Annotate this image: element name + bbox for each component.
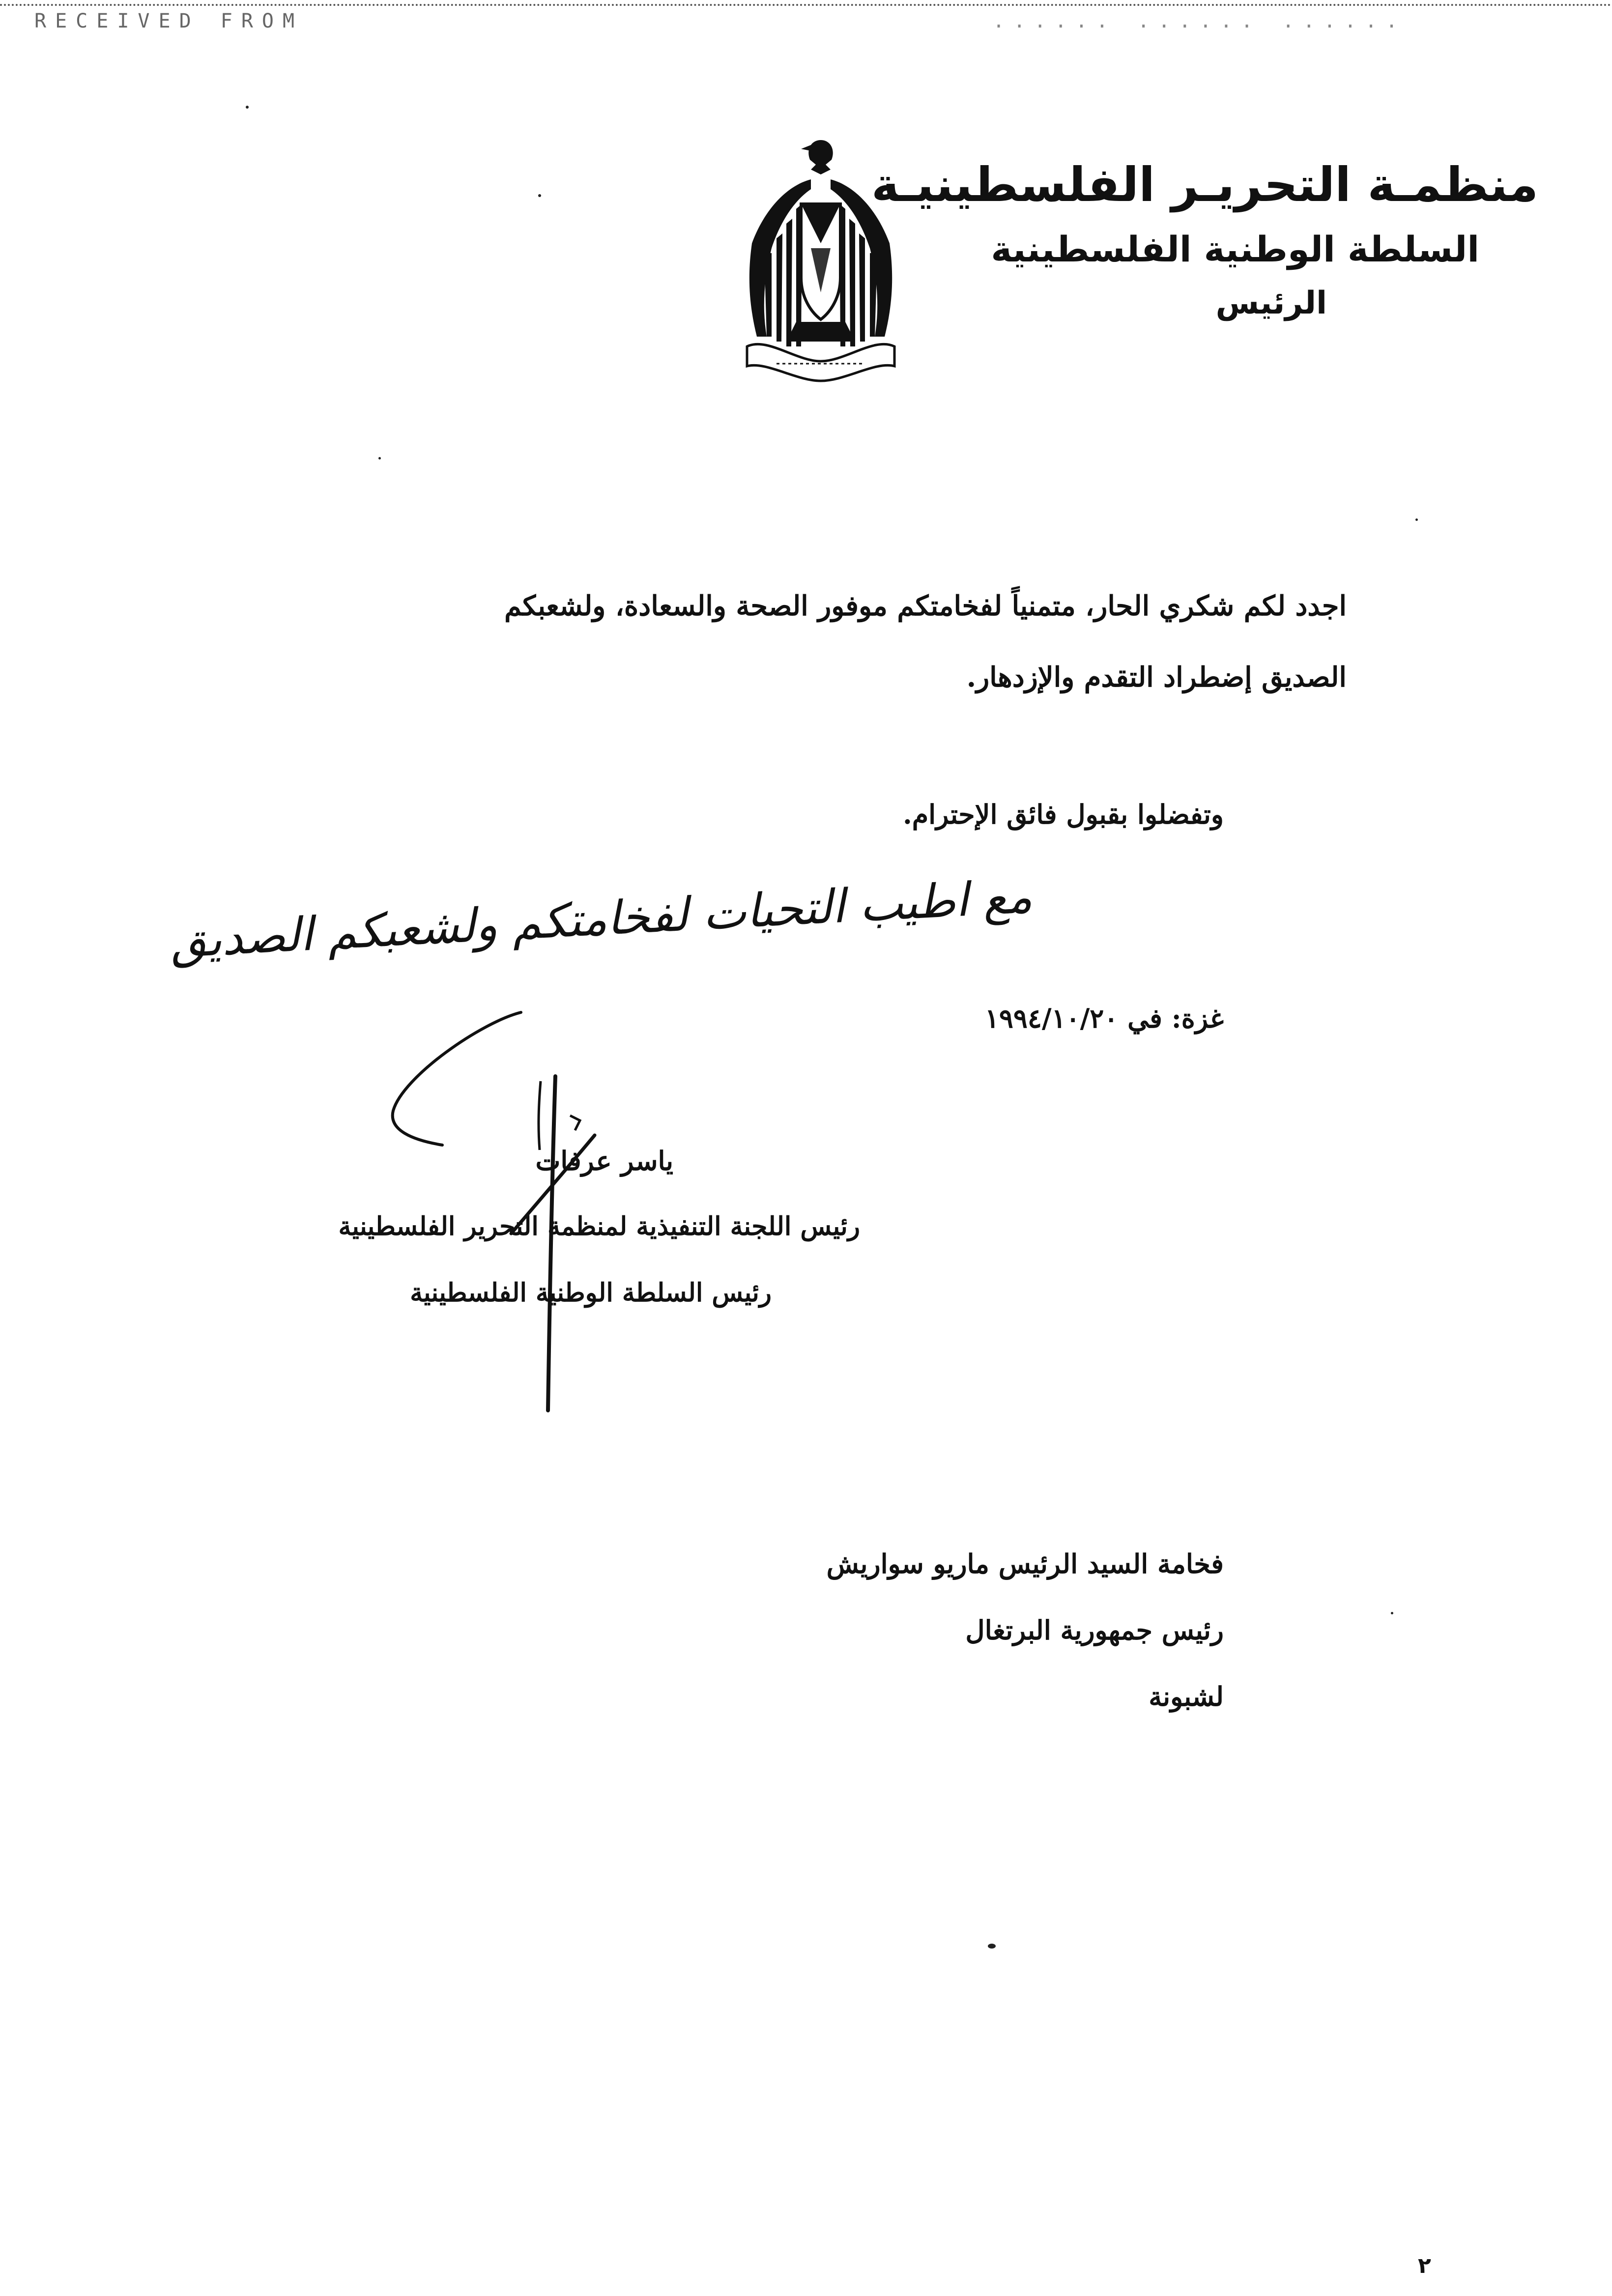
fax-header-left: RECEIVED FROM [34, 10, 304, 32]
page-number: ٢ [1418, 2253, 1431, 2278]
recipient-name: فخامة السيد الرئيس ماريو سواريش [826, 1548, 1224, 1579]
scan-speck [246, 106, 249, 109]
letterhead-office: الرئيس [1215, 285, 1327, 321]
scan-speck [538, 194, 541, 197]
recipient-title: رئيس جمهورية البرتغال [965, 1614, 1224, 1646]
scan-speck [1415, 518, 1418, 521]
body-line-1: اجدد لكم شكري الحار، متمنياً لفخامتكم موفور الصحة والسعادة، ولشعبكم [504, 590, 1347, 622]
date-line: غزة: في ١٩٩٤/١٠/٢٠ [984, 1003, 1224, 1034]
letterhead-org: منظمـة التحريـر الفلسطينيـة [871, 157, 1538, 212]
body-line-2: الصديق إضطراد التقدم والإزدهار. [966, 661, 1347, 693]
closing-line: وتفضلوا بقبول فائق الإحترام. [902, 799, 1224, 830]
scan-speck [988, 1944, 996, 1949]
fax-header-right: ...... ...... ...... [993, 10, 1407, 32]
scan-speck [1391, 1612, 1393, 1614]
scan-speck [378, 457, 381, 459]
fax-header-rule [0, 4, 1612, 9]
signatory-name: ياسر عرفات [535, 1145, 673, 1177]
signatory-title-1: رئيس اللجنة التنفيذية لمنظمة التحرير الفلسطينية [338, 1211, 860, 1241]
recipient-city: لشبونة [1149, 1681, 1224, 1712]
signatory-title-2: رئيس السلطة الوطنية الفلسطينية [410, 1278, 772, 1308]
handwritten-note: مع اطيب التحيات لفخامتكم ولشعبكم الصديق [169, 870, 1034, 969]
letterhead-authority: السلطة الوطنية الفلسطينية [991, 229, 1479, 270]
